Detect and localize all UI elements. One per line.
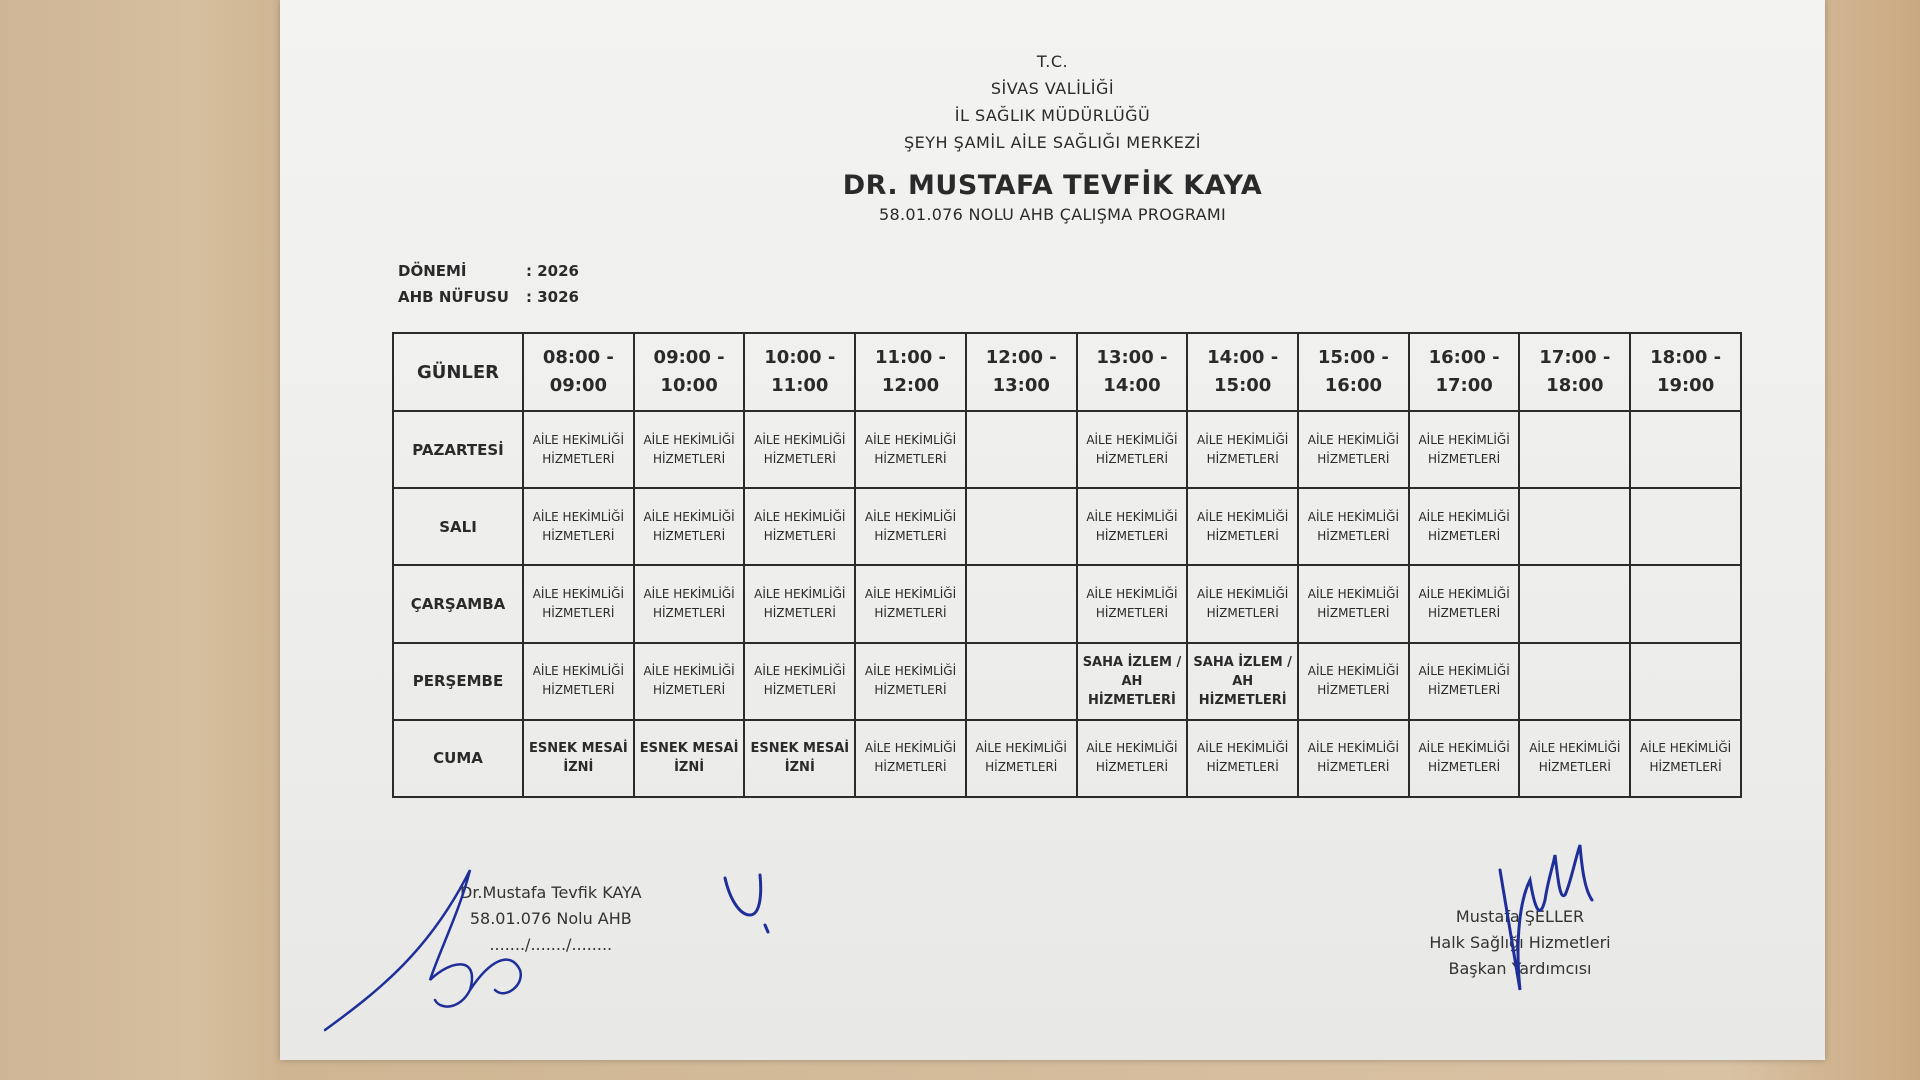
schedule-cell: AİLE HEKİMLİĞİ HİZMETLERİ xyxy=(634,411,745,488)
schedule-cell xyxy=(1630,643,1741,720)
schedule-header-row xyxy=(393,333,1741,411)
header-line-governorship: SİVAS VALİLİĞİ xyxy=(990,79,1115,98)
doctor-name: DR. MUSTAFA TEVFİK KAYA xyxy=(842,170,1263,201)
schedule-cell: AİLE HEKİMLİĞİ HİZMETLERİ xyxy=(1187,411,1298,488)
right-signer-title-2: Başkan Yardımcısı xyxy=(1448,959,1592,978)
schedule-cell: AİLE HEKİMLİĞİ HİZMETLERİ xyxy=(855,565,966,642)
handwritten-mark-icon xyxy=(720,870,780,940)
schedule-cell: ESNEK MESAİ İZNİ xyxy=(744,720,855,797)
schedule-cell: AİLE HEKİMLİĞİ HİZMETLERİ xyxy=(1409,643,1520,720)
right-signature-block xyxy=(1410,904,1630,982)
schedule-cell xyxy=(1519,643,1630,720)
population-row xyxy=(398,284,579,310)
slot-header: 11:00 - 12:00 xyxy=(855,333,966,411)
slot-header: 13:00 - 14:00 xyxy=(1077,333,1188,411)
schedule-cell: AİLE HEKİMLİĞİ HİZMETLERİ xyxy=(1298,643,1409,720)
schedule-cell: AİLE HEKİMLİĞİ HİZMETLERİ xyxy=(523,488,634,565)
header-line-health-directorate: İL SAĞLIK MÜDÜRLÜĞÜ xyxy=(954,106,1151,125)
left-signature-block xyxy=(460,880,642,958)
schedule-cell: AİLE HEKİMLİĞİ HİZMETLERİ xyxy=(634,565,745,642)
day-cell: PAZARTESİ xyxy=(393,411,523,488)
schedule-cell: AİLE HEKİMLİĞİ HİZMETLERİ xyxy=(523,643,634,720)
schedule-cell: AİLE HEKİMLİĞİ HİZMETLERİ xyxy=(634,643,745,720)
schedule-cell: AİLE HEKİMLİĞİ HİZMETLERİ xyxy=(855,643,966,720)
schedule-cell xyxy=(966,411,1077,488)
schedule-cell: AİLE HEKİMLİĞİ HİZMETLERİ xyxy=(1409,488,1520,565)
schedule-cell: AİLE HEKİMLİĞİ HİZMETLERİ xyxy=(1409,720,1520,797)
schedule-cell: AİLE HEKİMLİĞİ HİZMETLERİ xyxy=(855,720,966,797)
slot-header: 14:00 - 15:00 xyxy=(1187,333,1298,411)
schedule-cell: AİLE HEKİMLİĞİ HİZMETLERİ xyxy=(855,411,966,488)
schedule-cell: AİLE HEKİMLİĞİ HİZMETLERİ xyxy=(1519,720,1630,797)
schedule-cell: ESNEK MESAİ İZNİ xyxy=(634,720,745,797)
day-cell: SALI xyxy=(393,488,523,565)
slot-header: 15:00 - 16:00 xyxy=(1298,333,1409,411)
schedule-cell: AİLE HEKİMLİĞİ HİZMETLERİ xyxy=(1077,565,1188,642)
slot-header: 16:00 - 17:00 xyxy=(1409,333,1520,411)
schedule-cell: AİLE HEKİMLİĞİ HİZMETLERİ xyxy=(1298,488,1409,565)
population-label: AHB NÜFUSU xyxy=(398,288,509,306)
right-signer-name: Mustafa ŞELLER xyxy=(1455,907,1585,926)
left-signer-name: Dr.Mustafa Tevfik KAYA xyxy=(460,883,642,902)
table-row xyxy=(393,488,1741,565)
schedule-cell: AİLE HEKİMLİĞİ HİZMETLERİ xyxy=(523,411,634,488)
schedule-cell xyxy=(1519,488,1630,565)
schedule-cell: AİLE HEKİMLİĞİ HİZMETLERİ xyxy=(1298,411,1409,488)
schedule-cell: AİLE HEKİMLİĞİ HİZMETLERİ xyxy=(1187,488,1298,565)
schedule-cell xyxy=(966,488,1077,565)
right-signer-title-1: Halk Sağlığı Hizmetleri xyxy=(1429,933,1611,952)
schedule-cell: AİLE HEKİMLİĞİ HİZMETLERİ xyxy=(1077,488,1188,565)
day-cell: PERŞEMBE xyxy=(393,643,523,720)
program-title: 58.01.076 NOLU AHB ÇALIŞMA PROGRAMI xyxy=(879,205,1226,224)
schedule-cell: AİLE HEKİMLİĞİ HİZMETLERİ xyxy=(1630,720,1741,797)
header-line-tc: T.C. xyxy=(1036,52,1069,71)
schedule-cell xyxy=(1519,411,1630,488)
schedule-cell: AİLE HEKİMLİĞİ HİZMETLERİ xyxy=(1187,720,1298,797)
table-row xyxy=(393,720,1741,797)
table-row xyxy=(393,565,1741,642)
schedule-table xyxy=(392,332,1742,798)
schedule-cell xyxy=(1630,488,1741,565)
schedule-cell: AİLE HEKİMLİĞİ HİZMETLERİ xyxy=(744,411,855,488)
schedule-cell: AİLE HEKİMLİĞİ HİZMETLERİ xyxy=(1409,565,1520,642)
schedule-cell: AİLE HEKİMLİĞİ HİZMETLERİ xyxy=(1409,411,1520,488)
schedule-cell: AİLE HEKİMLİĞİ HİZMETLERİ xyxy=(744,488,855,565)
schedule-cell: AİLE HEKİMLİĞİ HİZMETLERİ xyxy=(1298,565,1409,642)
document-page xyxy=(280,0,1825,1060)
left-signature-date: ......./......./........ xyxy=(489,935,613,954)
schedule-cell: AİLE HEKİMLİĞİ HİZMETLERİ xyxy=(523,565,634,642)
left-signer-unit: 58.01.076 Nolu AHB xyxy=(469,909,632,928)
schedule-cell xyxy=(1630,565,1741,642)
table-row xyxy=(393,643,1741,720)
schedule-cell xyxy=(1519,565,1630,642)
day-cell: CUMA xyxy=(393,720,523,797)
schedule-cell: AİLE HEKİMLİĞİ HİZMETLERİ xyxy=(1077,720,1188,797)
schedule-cell: SAHA İZLEM / AH HİZMETLERİ xyxy=(1187,643,1298,720)
period-label: DÖNEMİ xyxy=(398,262,467,280)
document-header xyxy=(280,48,1825,224)
schedule-cell: AİLE HEKİMLİĞİ HİZMETLERİ xyxy=(1077,411,1188,488)
days-column-header: GÜNLER xyxy=(393,333,523,411)
table-row xyxy=(393,411,1741,488)
header-line-health-center: ŞEYH ŞAMİL AİLE SAĞLIĞI MERKEZİ xyxy=(903,133,1201,152)
slot-header: 10:00 - 11:00 xyxy=(744,333,855,411)
schedule-cell: SAHA İZLEM / AH HİZMETLERİ xyxy=(1077,643,1188,720)
schedule-cell: ESNEK MESAİ İZNİ xyxy=(523,720,634,797)
schedule-cell: AİLE HEKİMLİĞİ HİZMETLERİ xyxy=(966,720,1077,797)
period-value: : 2026 xyxy=(526,262,579,280)
slot-header: 17:00 - 18:00 xyxy=(1519,333,1630,411)
slot-header: 12:00 - 13:00 xyxy=(966,333,1077,411)
day-cell: ÇARŞAMBA xyxy=(393,565,523,642)
slot-header: 09:00 - 10:00 xyxy=(634,333,745,411)
schedule-cell: AİLE HEKİMLİĞİ HİZMETLERİ xyxy=(634,488,745,565)
slot-header: 08:00 - 09:00 xyxy=(523,333,634,411)
schedule-cell xyxy=(966,643,1077,720)
population-value: : 3026 xyxy=(526,288,579,306)
schedule-cell xyxy=(966,565,1077,642)
schedule-cell: AİLE HEKİMLİĞİ HİZMETLERİ xyxy=(855,488,966,565)
schedule-cell: AİLE HEKİMLİĞİ HİZMETLERİ xyxy=(1187,565,1298,642)
meta-info xyxy=(398,258,579,310)
schedule-cell xyxy=(1630,411,1741,488)
period-row xyxy=(398,258,579,284)
schedule-cell: AİLE HEKİMLİĞİ HİZMETLERİ xyxy=(1298,720,1409,797)
slot-header: 18:00 - 19:00 xyxy=(1630,333,1741,411)
schedule-cell: AİLE HEKİMLİĞİ HİZMETLERİ xyxy=(744,643,855,720)
schedule-cell: AİLE HEKİMLİĞİ HİZMETLERİ xyxy=(744,565,855,642)
